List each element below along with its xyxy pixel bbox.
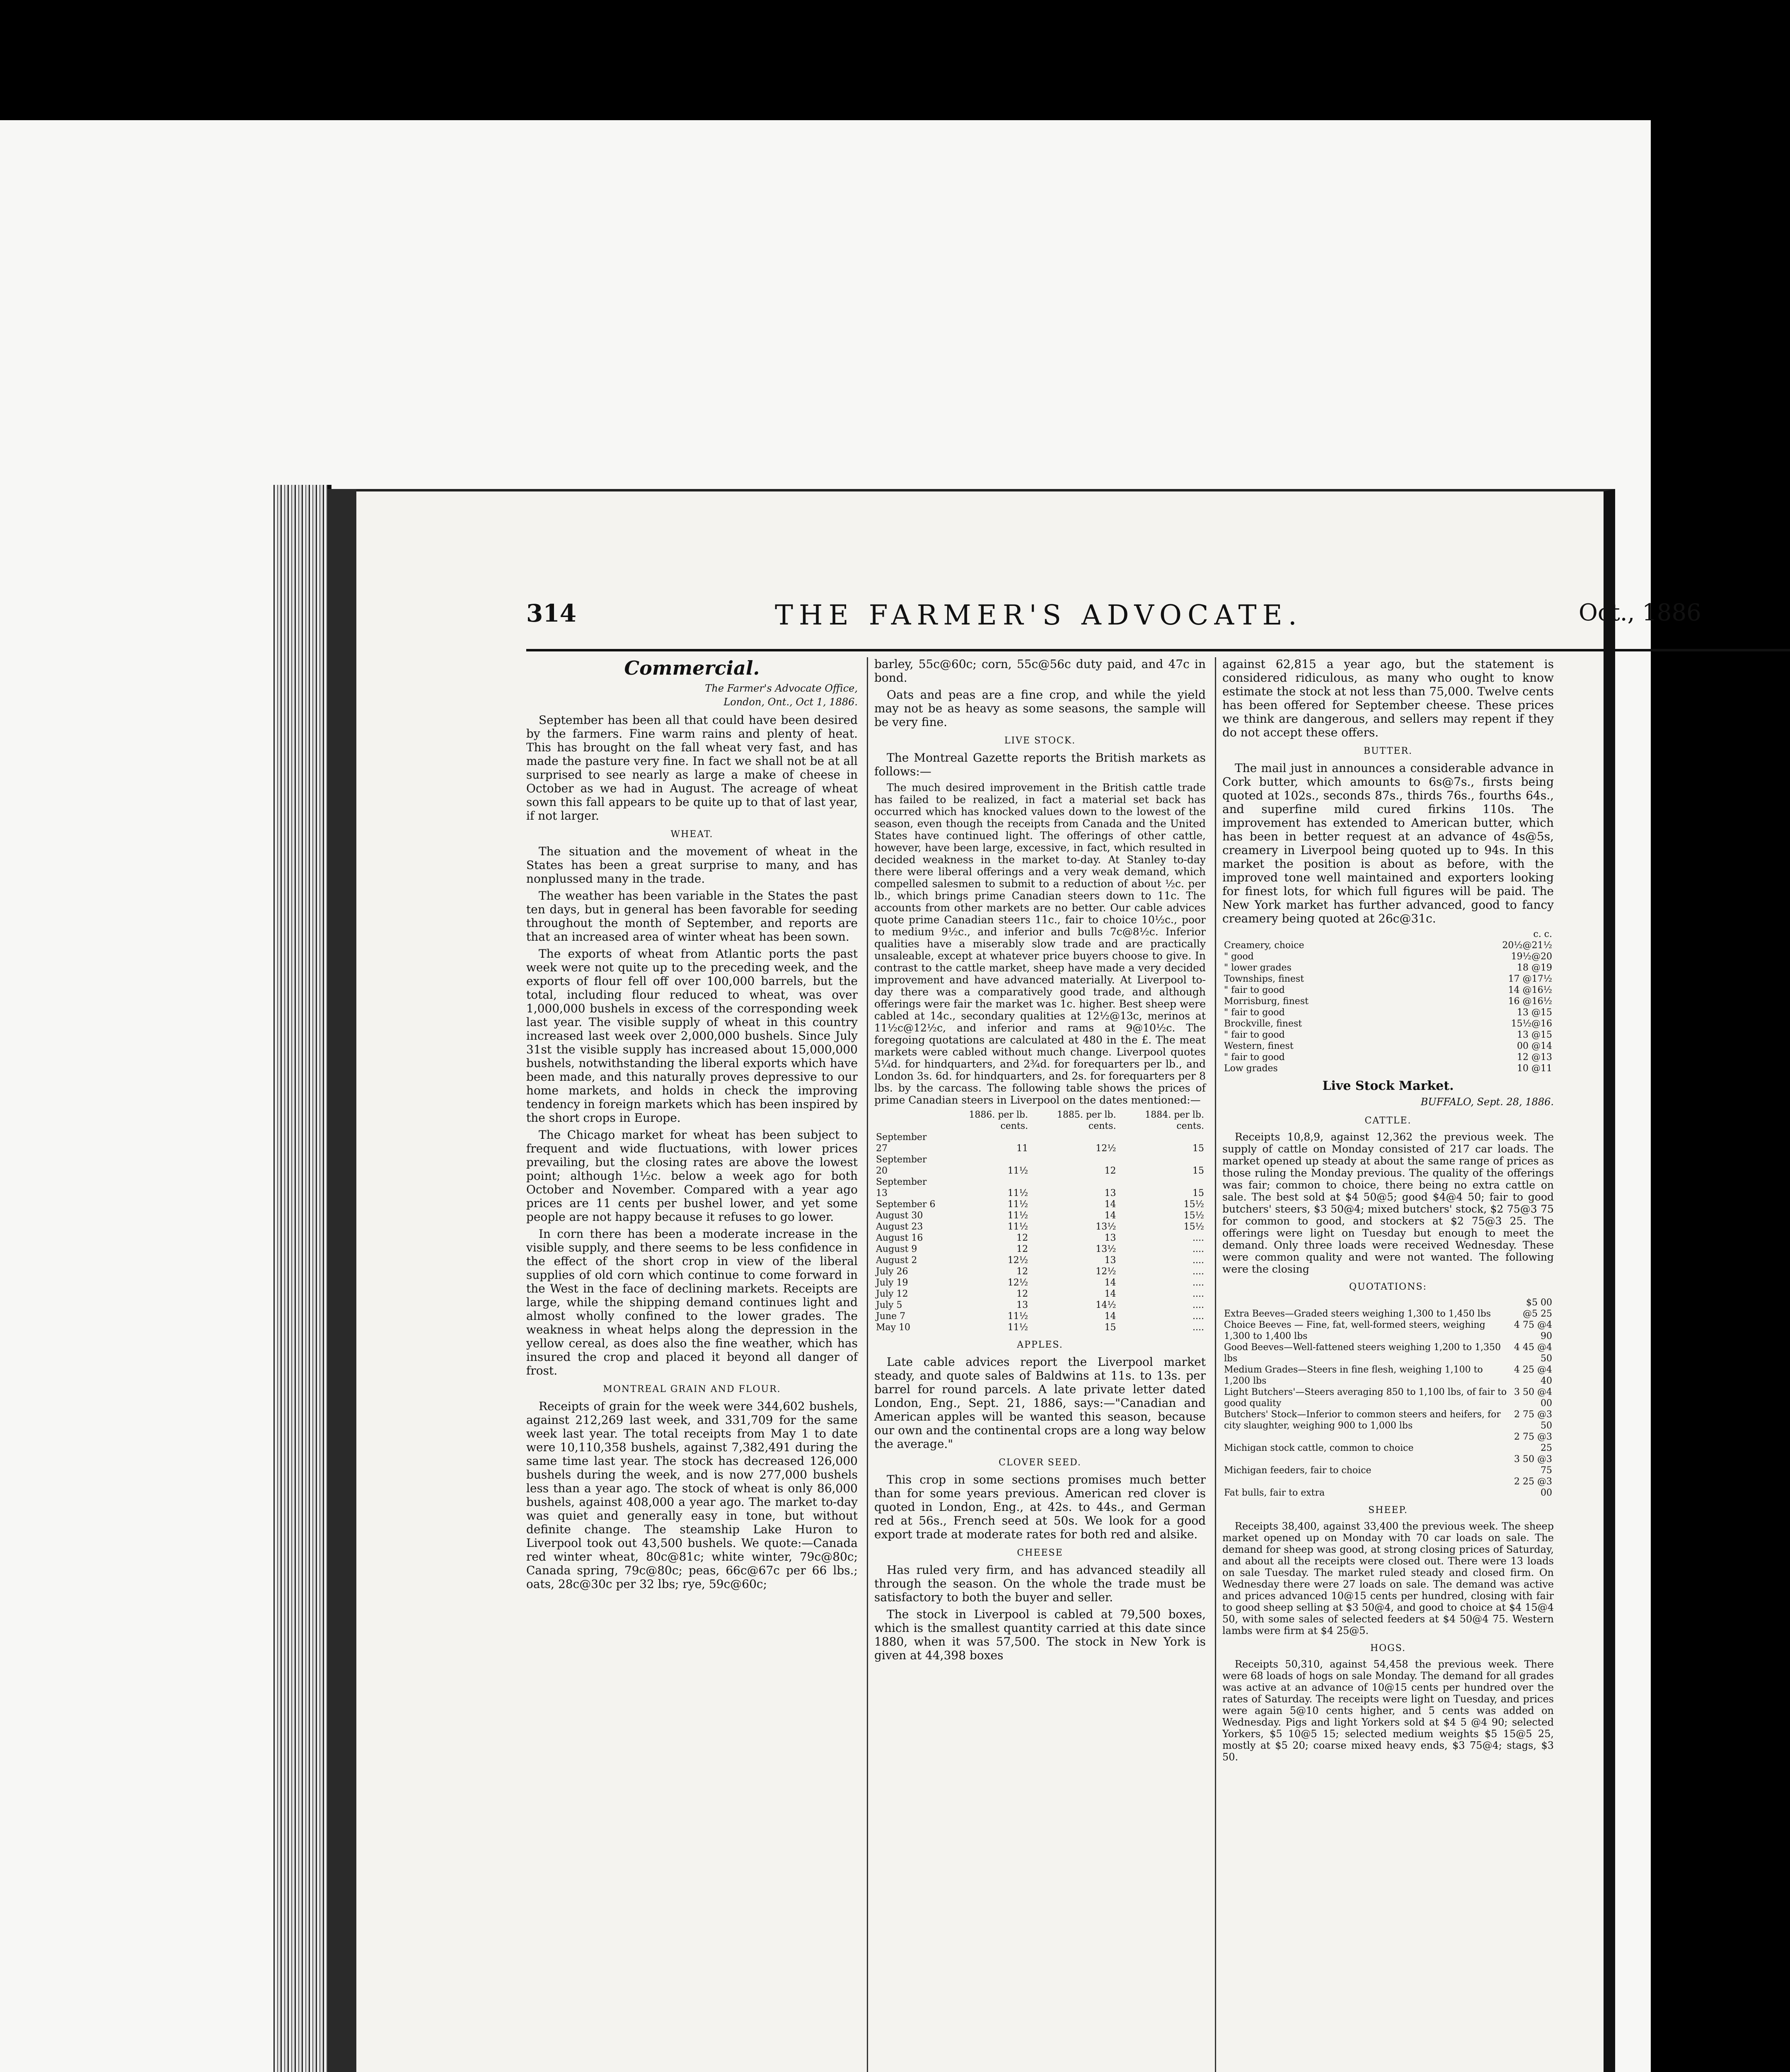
table-cell: May 10 <box>876 1322 911 1333</box>
table-cell: 12 <box>1016 1266 1028 1277</box>
buffalo-dateline: BUFFALO, Sept. 28, 1886. <box>1420 1096 1554 1108</box>
montreal-paragraph: Receipts of grain for the week were 344,602 bushels, against 212,269 last week, and 331,709 for the same week last year. The total receipts from May 1 to date were 10,110,358 bushels, against 7,382,491 during the same time last year. The stock has decreased 126,000 bushels during the week, and is now 277,000 bushels less than a year ago. The stock of wheat is only 86,000 bushels, against 408,000 a year ago. The market to-day was quiet and generally easy in tone, but without definite change. The steamship Lake Huron to Liverpool took out 43,500 bushels. We quote:—Canada red winter wheat, 80c@81c; white winter, 79c@80c; Canada spring, 79c@80c; peas, 66c@67c per 66 lbs.; oats, 28c@30c per 32 lbs; rye, 59c@60c; <box>526 1399 858 1591</box>
table-cell: " fair to good <box>1224 1052 1285 1063</box>
cheese-paragraph: Has ruled very firm, and has advanced steadily all through the season. On the whole the trade must be satisfactory to both the buyer and seller. <box>874 1563 1206 1604</box>
quotation-row <box>1222 1297 1554 1319</box>
table-cell: 16 @16½ <box>1508 996 1552 1007</box>
table-cell: August 2 <box>876 1255 917 1266</box>
table-cell: 3 50 @3 75 <box>1514 1454 1552 1476</box>
butter-heading: BUTTER. <box>1363 746 1413 756</box>
book-spine <box>327 489 356 2072</box>
quotation-row <box>1222 1454 1554 1476</box>
hogs-paragraph: Receipts 50,310, against 54,458 the previous week. There were 68 loads of hogs on sale Monday. The demand for all grades was active at an advance of 10@15 cents per hundred over the rates of Saturday. The receipts were light on Tuesday, and prices were again 5@10 cents higher, and 5 cents was added on Wednesday. Pigs and light Yorkers sold at $4 5 @4 90; selected Yorkers, $5 10@5 15; selected medium weights $5 15@5 25, mostly at $5 20; coarse mixed heavy ends, $3 75@4; stags, $3 50. <box>1222 1658 1554 1763</box>
butter-table-row <box>1222 962 1554 973</box>
table-cell: 15½ <box>1183 1222 1204 1232</box>
oats-paragraph: Oats and peas are a fine crop, and while the yield may not be as heavy as some seasons, the sample will be very fine. <box>874 688 1206 729</box>
table-cell: 14 <box>1104 1199 1116 1210</box>
butter-table-row <box>1222 1018 1554 1029</box>
table-cell: 15½@16 <box>1511 1019 1552 1029</box>
butter-price-table <box>1222 929 1554 1074</box>
table-cell: 15 <box>1193 1143 1204 1154</box>
table-cell: 11½ <box>1007 1222 1028 1232</box>
price-table-row <box>874 1244 1206 1255</box>
price-table-row <box>874 1311 1206 1322</box>
table-header <box>874 1109 942 1132</box>
table-cell: 13 <box>1104 1188 1116 1198</box>
table-cell: 11½ <box>1007 1166 1028 1176</box>
table-cell: 12 <box>1016 1244 1028 1254</box>
table-cell: 11½ <box>1007 1199 1028 1210</box>
price-table-row <box>874 1176 1206 1199</box>
table-cell: 12 <box>1016 1289 1028 1299</box>
page-number: 314 <box>526 599 577 627</box>
sheep-paragraph: Receipts 38,400, against 33,400 the previous week. The sheep market opened up on Monday with 70 car loads on sale. The demand for sheep was good, at strong closing prices of Saturday, and about all the receipts were closed out. There were 13 loads on sale Tuesday. The market ruled steady and closed firm. On Wednesday there were 27 loads on sale. The demand was active and prices advanced 10@15 cents per hundred, closing with fair to good sheep selling at $3 50@4, and good to choice at $4 15@4 50, with some sales of selected feeders at $4 50@4 75. Western lambs were firm at $4 25@5. <box>1222 1520 1554 1636</box>
cattle-heading: CATTLE. <box>1364 1116 1412 1126</box>
table-cell: Brockville, finest <box>1224 1019 1302 1029</box>
hogs-heading: HOGS. <box>1370 1643 1406 1653</box>
table-cell: 19½@20 <box>1511 951 1552 962</box>
price-table-row <box>874 1300 1206 1311</box>
table-cell: 20½@21½ <box>1502 940 1552 951</box>
table-cell: 15 <box>1193 1166 1204 1176</box>
table-cell: September 27 <box>876 1132 927 1154</box>
table-cell: 3 50 @4 00 <box>1514 1387 1552 1409</box>
table-cell: 14½ <box>1096 1300 1116 1310</box>
table-cell: 12 <box>1016 1233 1028 1243</box>
wheat-paragraph: The weather has been variable in the States the past ten days, but in general has been favorable for seeding throughout the month of September, and reports are that an increased area of winter wheat has been sown. <box>526 889 858 944</box>
wheat-paragraph: The Chicago market for wheat has been subject to frequent and wide fluctuations, with lower prices prevailing, but the closing rates are above the lowest point; although 1½c. below a week ago for both October and November. Compared with a year ago prices are 11 cents per bushel lower, and yet some people are not happy because it refuses to go lower. <box>526 1128 858 1224</box>
table-cell: .... <box>1193 1278 1204 1288</box>
table-cell: " good <box>1224 951 1254 962</box>
table-cell: Good Beeves—Well-fattened steers weighing 1,200 to 1,350 lbs <box>1224 1342 1501 1364</box>
livestock-heading: LIVE STOCK. <box>1004 736 1076 746</box>
table-cell: Townships, finest <box>1224 974 1304 984</box>
butter-table-row <box>1222 996 1554 1007</box>
office-dateline <box>526 682 858 709</box>
table-cell: .... <box>1193 1322 1204 1333</box>
table-cell: .... <box>1193 1233 1204 1243</box>
table-cell: July 12 <box>876 1289 908 1299</box>
table-cell: 4 45 @4 50 <box>1514 1342 1552 1364</box>
table-cell: Choice Beeves — Fine, fat, well-formed steers, weighing 1,300 to 1,400 lbs <box>1224 1320 1485 1341</box>
table-cell: " fair to good <box>1224 985 1285 995</box>
table-cell: August 30 <box>876 1210 923 1221</box>
apples-heading: APPLES. <box>1017 1340 1063 1350</box>
column-rule <box>867 657 868 2072</box>
gazette-paragraph: The Montreal Gazette reports the British markets as follows:— <box>874 751 1206 778</box>
price-table-row <box>874 1132 1206 1154</box>
table-cell: 10 @11 <box>1517 1063 1552 1074</box>
table-header: 1886. per lb. cents. <box>969 1110 1028 1131</box>
butter-table-row <box>1222 1041 1554 1052</box>
table-cell: 11½ <box>1007 1210 1028 1221</box>
table-cell: 13 <box>1104 1233 1116 1243</box>
table-cell: 12 @13 <box>1517 1052 1552 1063</box>
table-cell: 14 <box>1104 1311 1116 1322</box>
table-cell: .... <box>1193 1244 1204 1254</box>
newspaper-page <box>356 489 1701 2072</box>
table-cell: Butchers' Stock—Inferior to common steers and heifers, for city slaughter, weighing 900 to 1,000 lbs <box>1224 1409 1501 1431</box>
table-header: 1885. per lb. cents. <box>1057 1110 1116 1131</box>
table-cell: July 19 <box>876 1278 908 1288</box>
table-cell: 12½ <box>1096 1266 1116 1277</box>
table-cell: 18 @19 <box>1517 963 1552 973</box>
quotation-row <box>1222 1431 1554 1454</box>
table-cell: Fat bulls, fair to extra <box>1224 1488 1325 1498</box>
journal-title: THE FARMER'S ADVOCATE. <box>775 599 1303 631</box>
cattle-paragraph: Receipts 10,8,9, against 12,362 the previous week. The supply of cattle on Monday consisted of 217 car loads. The market opened up steady at about the same range of prices as those ruling the Monday previous. The quality of the offerings was fair; common to choice, there being no extra cattle on sale. The best sold at $4 50@5; good $4@4 50; fair to good butchers' steers, $3 50@4; mixed butchers' stock, $2 75@3 75 for common to good, and stockers at $2 75@3 25. The offerings were light on Tuesday but enough to meet the demand. Only three loads were received Wednesday. These were common quality and were not wanted. The following were the closing <box>1222 1131 1554 1275</box>
table-cell: July 26 <box>876 1266 908 1277</box>
table-cell: .... <box>1193 1311 1204 1322</box>
british-market-paragraph: The much desired improvement in the British cattle trade has failed to be realized, in fact a material set back has occurred which has knocked values down to the lowest of the season, even though the receipts from Canada and the United States have continued light. The offerings of other cattle, however, have been large, excessive, in fact, which resulted in decided weakness in the market to-day. At Stanley to-day there were liberal offerings and a very weak demand, which compelled salesmen to submit to a reduction of about ½c. per lb., which brings prime Canadian steers down to 11c. The accounts from other markets are no better. Our cable advices quote prime Canadian steers 11c., fair to choice 10½c., poor to medium 9½c., and inferior and bulls 7c@8½c. Inferior qualities have a miserably slow trade and are practically unsaleable, except at whatever price buyers choose to give. In contrast to the cattle market, sheep have made a very decided improvement and have advanced materially. At Liverpool to-day there was a comparatively good trade, and although offerings were fair the market was 1c. higher. Best sheep were cabled at 14c., secondary qualities at 12½@13c, merinos at 11½c@12½c, and inferior and rams at 9@10½c. The foregoing quotations are calculated at 480 in the £. The meat markets were cabled without much change. Liverpool quotes 5¼d. for hindquarters, and 2¾d. for forequarters per lb., and London 3s. 6d. for hindquarters, and 2s. for forequarters per 8 lbs. by the carcass. The following table shows the prices of prime Canadian steers in Liverpool on the dates mentioned:— <box>874 782 1206 1106</box>
table-cell: .... <box>1193 1266 1204 1277</box>
steer-price-table <box>874 1109 1206 1333</box>
butter-table-row <box>1222 940 1554 951</box>
price-table-row <box>874 1199 1206 1210</box>
table-cell: Western, finest <box>1224 1041 1294 1051</box>
price-table-row <box>874 1322 1206 1333</box>
apples-paragraph: Late cable advices report the Liverpool market steady, and quote sales of Baldwins at 11s. to 13s. per barrel for round parcels. A late private letter dated London, Eng., Sept. 21, 1886, says:—"Canadian and American apples will be wanted this season, because our own and the continental crops are a long way below the average." <box>874 1355 1206 1451</box>
clover-heading: CLOVER SEED. <box>999 1457 1081 1468</box>
table-cell: September 6 <box>876 1199 936 1210</box>
table-cell: August 9 <box>876 1244 917 1254</box>
butter-paragraph: The mail just in announces a considerable advance in Cork butter, which amounts to 6s@7s., firsts being quoted at 102s., seconds 87s., thirds 76s., fourths 64s., and superfine mild cured firkins 110s. The improvement has extended to American butter, which has been in better request at an advance of 4s@5s, creamery in Liverpool being quoted up to 94s. In this market the position is about as before, with the improved tone well maintained and exporters looking for finest lots, for which full figures will be paid. The New York market has further advanced, good to fancy creamery being quoted at 26c@31c. <box>1222 761 1554 925</box>
wheat-paragraph: The exports of wheat from Atlantic ports the past week were not quite up to the preceding week, and the exports of flour fell off over 100,000 barrels, but the total, including flour reduced to wheat, was over 1,000,000 bushels in excess of the corresponding week last year. The visible supply of wheat in this country increased last week over 2,000,000 bushels. Since July 31st the visible supply has increased about 15,000,000 bushels, notwithstanding the liberal exports which have been made, and this naturally proves depressive to our home markets, and holds in check the improving tendency in foreign markets which has been inspired by the short crops in Europe. <box>526 947 858 1125</box>
price-table-row <box>874 1221 1206 1232</box>
table-cell: 11½ <box>1007 1322 1028 1333</box>
table-cell: 13 @15 <box>1517 1030 1552 1040</box>
table-cell: 14 <box>1104 1278 1116 1288</box>
table-cell: Michigan feeders, fair to choice <box>1224 1465 1372 1476</box>
table-cell: July 5 <box>876 1300 902 1310</box>
table-cell: 15½ <box>1183 1199 1204 1210</box>
table-cell: Light Butchers'—Steers averaging 850 to 1,100 lbs, of fair to good quality <box>1224 1387 1507 1409</box>
table-cell: 00 @14 <box>1517 1041 1552 1051</box>
table-cell: 2 75 @3 50 <box>1514 1409 1552 1431</box>
table-cell: Extra Beeves—Graded steers weighing 1,300 to 1,450 lbs <box>1224 1309 1491 1319</box>
butter-table-row <box>1222 1052 1554 1063</box>
table-cell: September 13 <box>876 1177 927 1198</box>
table-cell: 12½ <box>1096 1143 1116 1154</box>
table-cell: Creamery, choice <box>1224 940 1304 951</box>
table-cell: August 16 <box>876 1233 923 1243</box>
table-cell: 12½ <box>1007 1278 1028 1288</box>
wheat-paragraph: The situation and the movement of wheat in the States has been a great surprise to many, and has nonplussed many in the trade. <box>526 845 858 886</box>
price-table-row <box>874 1288 1206 1300</box>
table-cell: 4 25 @4 40 <box>1514 1365 1552 1386</box>
section-title: Commercial. <box>624 657 760 679</box>
table-cell: 12 <box>1104 1166 1116 1176</box>
table-cell: 17 @17½ <box>1508 974 1552 984</box>
table-cell: Low grades <box>1224 1063 1278 1074</box>
table-cell: August 23 <box>876 1222 923 1232</box>
price-table-row <box>874 1277 1206 1288</box>
cheese-paragraph: The stock in Liverpool is cabled at 79,500 boxes, which is the smallest quantity carried at this date since 1880, when it was 57,500. The stock in New York is given at 44,398 boxes <box>874 1607 1206 1662</box>
book-page-edges <box>273 485 331 2072</box>
column-2 <box>874 657 1206 2072</box>
table-cell: 15 <box>1193 1188 1204 1198</box>
table-cell: .... <box>1193 1255 1204 1266</box>
price-table-row <box>874 1232 1206 1244</box>
table-cell: 12½ <box>1007 1255 1028 1266</box>
montreal-heading: MONTREAL GRAIN AND FLOUR. <box>603 1384 781 1394</box>
table-cell: 13 @15 <box>1517 1007 1552 1018</box>
table-cell: .... <box>1193 1289 1204 1299</box>
quotations-heading: QUOTATIONS: <box>1349 1282 1427 1292</box>
running-head <box>526 599 1790 645</box>
intro-paragraph: September has been all that could have been desired by the farmers. Fine warm rains and plenty of heat. This has brought on the fall wheat very fast, and has made the pasture very fine. In fact we shall not be at all surprised to see nearly as large a make of cheese in October as we had in August. The acreage of wheat sown this fall appears to be quite up to that of last year, if not larger. <box>526 713 858 823</box>
butter-table-row <box>1222 951 1554 962</box>
column-1 <box>526 657 858 2072</box>
dateline-office: The Farmer's Advocate Office, <box>705 683 858 694</box>
price-table-row <box>874 1210 1206 1221</box>
wheat-heading: WHEAT. <box>670 829 714 840</box>
quotation-row <box>1222 1387 1554 1409</box>
table-cell: 13 <box>1104 1255 1116 1266</box>
table-cell: September 20 <box>876 1155 927 1176</box>
table-cell: .... <box>1193 1300 1204 1310</box>
butter-table-row <box>1222 973 1554 985</box>
cattle-quotations-table <box>1222 1297 1554 1498</box>
table-cell: Morrisburg, finest <box>1224 996 1309 1007</box>
column-3 <box>1222 657 1554 2072</box>
table-cell: 14 @16½ <box>1508 985 1552 995</box>
issue-date: Oct., 1886 <box>1579 599 1701 626</box>
table-header: c. c. <box>1533 929 1552 939</box>
butter-table-row <box>1222 1007 1554 1018</box>
table-cell: " fair to good <box>1224 1007 1285 1018</box>
table-cell: June 7 <box>876 1311 906 1322</box>
table-cell: 13½ <box>1096 1244 1116 1254</box>
header-rule <box>526 649 1790 651</box>
continued-paragraph: against 62,815 a year ago, but the statement is considered ridiculous, as many who ought to know estimate the stock at not less than 75,000. Twelve cents has been offered for September cheese. These prices we think are dangerous, and sellers may repent if they do not accept these offers. <box>1222 657 1554 739</box>
table-cell: 2 75 @3 25 <box>1514 1432 1552 1453</box>
quotation-row <box>1222 1476 1554 1498</box>
table-cell: $5 00 @5 25 <box>1523 1297 1552 1319</box>
price-table-row <box>874 1154 1206 1176</box>
table-cell: " lower grades <box>1224 963 1292 973</box>
table-cell: " fair to good <box>1224 1030 1285 1040</box>
cheese-heading: CHEESE <box>1017 1548 1063 1558</box>
clover-paragraph: This crop in some sections promises much better than for some years previous. American red clover is quoted in London, Eng., at 42s. to 44s., and German red at 56s., French seed at 50s. We look for a good export trade at moderate rates for both red and alsike. <box>874 1473 1206 1541</box>
butter-table-row <box>1222 985 1554 996</box>
butter-table-row <box>1222 1063 1554 1074</box>
table-cell: 11 <box>1016 1143 1028 1154</box>
table-cell: 11½ <box>1007 1188 1028 1198</box>
dateline-place: London, Ont., Oct 1, 1886. <box>723 696 858 708</box>
price-table-row <box>874 1255 1206 1266</box>
table-cell: 2 25 @3 00 <box>1514 1477 1552 1498</box>
table-cell: 15½ <box>1183 1210 1204 1221</box>
table-cell: 13 <box>1016 1300 1028 1310</box>
sheep-heading: SHEEP. <box>1368 1505 1408 1515</box>
livestock-market-title: Live Stock Market. <box>1322 1079 1454 1093</box>
wheat-paragraph: In corn there has been a moderate increase in the visible supply, and there seems to be less confidence in the effect of the short crop in view of the liberal supplies of old corn which continue to come forward in the West in the face of declining markets. Receipts are large, while the shipping demand continues light and almost wholly confined to the lower grades. The weakness in wheat helps along the depression in the yellow cereal, as does also the fine weather, which has insured the crop and placed it beyond all danger of frost. <box>526 1227 858 1377</box>
table-cell: 11½ <box>1007 1311 1028 1322</box>
table-cell: 15 <box>1104 1322 1116 1333</box>
butter-table-row <box>1222 1029 1554 1041</box>
column-rule <box>1215 657 1216 2072</box>
quotation-row <box>1222 1409 1554 1431</box>
quotation-row <box>1222 1319 1554 1342</box>
price-table-row <box>874 1266 1206 1277</box>
table-cell: 4 75 @4 90 <box>1514 1320 1552 1341</box>
table-cell: Michigan stock cattle, common to choice <box>1224 1443 1414 1453</box>
quotation-row <box>1222 1364 1554 1387</box>
table-header: 1884. per lb. cents. <box>1145 1110 1204 1131</box>
table-cell: 14 <box>1104 1289 1116 1299</box>
continued-paragraph: barley, 55c@60c; corn, 55c@56c duty paid, and 47c in bond. <box>874 657 1206 685</box>
table-cell: 13½ <box>1096 1222 1116 1232</box>
quotation-row <box>1222 1342 1554 1364</box>
table-cell: 14 <box>1104 1210 1116 1221</box>
table-cell: Medium Grades—Steers in fine flesh, weighing 1,100 to 1,200 lbs <box>1224 1365 1483 1386</box>
